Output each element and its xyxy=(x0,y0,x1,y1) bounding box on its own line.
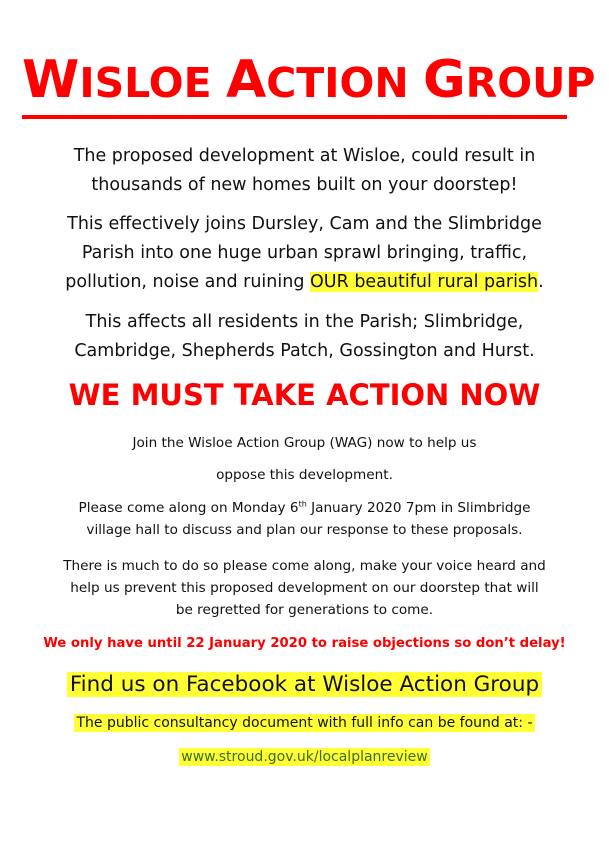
appeal-line-2: help us prevent this proposed development on our doorstep that will xyxy=(70,580,539,596)
intro-line-1: The proposed development at Wisloe, could result in xyxy=(73,146,536,166)
meeting-line-1 xyxy=(30,497,579,519)
plan-review-link[interactable] xyxy=(30,749,579,765)
consultation-note-text: The public consultancy document with full info can be found at: - xyxy=(76,715,533,731)
consultation-note xyxy=(30,715,579,731)
title-initial-g: G xyxy=(422,50,466,110)
sprawl-line-1: This effectively joins Dursley, Cam and the Slimbridge xyxy=(67,214,542,234)
facebook-callout-text: Find us on Facebook at Wisloe Action Group xyxy=(67,672,542,697)
residents-paragraph xyxy=(30,308,579,366)
meeting-date-suffix: th xyxy=(298,499,307,509)
join-line-1: Join the Wisloe Action Group (WAG) now to help us xyxy=(132,435,477,451)
action-heading: WE MUST TAKE ACTION NOW xyxy=(68,378,541,412)
appeal-paragraph xyxy=(30,555,579,621)
title-word-group: ROUP xyxy=(465,59,596,107)
meeting-line-1-end: January 2020 7pm in Slimbridge xyxy=(306,500,531,516)
join-line-1-block xyxy=(30,432,579,454)
residents-line-2: Cambridge, Shepherds Patch, Gossington and Hurst. xyxy=(74,341,535,361)
sprawl-line-3-end: . xyxy=(538,272,544,292)
sprawl-line-3-text: pollution, noise and ruining xyxy=(65,272,311,292)
sprawl-paragraph xyxy=(30,210,579,297)
appeal-line-3: be regretted for generations to come. xyxy=(175,602,434,618)
rural-parish-highlight: OUR beautiful rural parish xyxy=(310,272,539,292)
title-word-action: CTION xyxy=(266,59,409,107)
sprawl-line-2: Parish into one huge urban sprawl bringing, traffic, xyxy=(81,243,528,263)
title-word-wisloe: ISLOE xyxy=(79,59,212,107)
intro-line-2: thousands of new homes built on your doorstep! xyxy=(91,175,518,195)
meeting-line-2: village hall to discuss and plan our response to these proposals. xyxy=(86,522,523,538)
join-line-2-block xyxy=(30,464,579,486)
title-initial-w: W xyxy=(22,50,80,110)
intro-paragraph xyxy=(30,142,579,200)
deadline-notice: We only have until 22 January 2020 to raise objections so don’t delay! xyxy=(43,636,566,651)
join-line-2: oppose this development. xyxy=(216,467,393,483)
facebook-callout xyxy=(30,672,579,697)
flyer-title xyxy=(22,50,596,110)
appeal-line-1: There is much to do so please come along, make your voice heard and xyxy=(63,558,546,574)
residents-line-1: This affects all residents in the Parish; Slimbridge, xyxy=(85,312,524,332)
plan-review-link-text[interactable]: www.stroud.gov.uk/localplanreview xyxy=(181,749,428,765)
meeting-line-1-start: Please come along on Monday 6 xyxy=(78,500,299,516)
meeting-paragraph xyxy=(30,497,579,541)
title-initial-a: A xyxy=(225,50,267,110)
title-underline xyxy=(22,115,567,119)
sprawl-line-3 xyxy=(30,268,579,297)
